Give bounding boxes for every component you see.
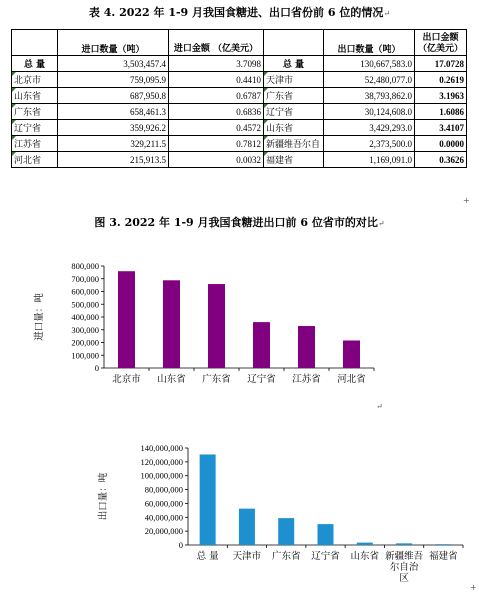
y-axis-label: 进口量：吨 [34,293,45,341]
y-tick-label: 120,000,000 [140,456,183,467]
bar [357,543,373,545]
y-tick-label: 140,000,000 [140,443,183,453]
sugar-trade-table [11,29,467,168]
x-tick-label: 尔自治 [389,562,419,573]
export-province-cell: 广东省 [264,88,324,104]
import-qty-cell: 759,095.9 [58,72,169,88]
export-province-cell: 山东省 [264,120,324,136]
paragraph-mark-icon: ↵ [383,9,391,18]
import-amount-cell: 3.7098 [169,56,264,72]
y-axis-label: 出口量：吨 [98,472,109,521]
export-amount-cell: 17.0728 [415,56,467,72]
bar [118,271,135,368]
y-tick-label: 300,000 [71,324,99,335]
import-bar-chart [0,250,479,430]
import-qty-cell: 359,926.2 [58,120,169,136]
bar [278,518,294,545]
export-qty-cell: 52,480,077.0 [324,72,415,88]
bar [253,322,270,368]
import-province-cell: 总 量 [12,56,58,72]
import-amount-cell: 0.6836 [169,104,264,120]
x-tick-label: 广东省 [202,374,231,385]
table-row [12,104,467,120]
paragraph-mark-icon: ↵ [377,219,385,228]
export-qty-cell: 130,667,583.0 [324,56,415,72]
export-bar-chart [0,430,479,600]
table-row [12,136,467,152]
header-blank-export [264,30,324,56]
export-qty-cell: 1,169,091.0 [324,152,415,168]
import-province-cell: 山东省 [12,88,58,104]
y-tick-label: 200,000 [71,337,99,348]
figure-title-text: 图 3. 2022 年 1-9 月我国食糖进出口前 6 位省市的对比 [94,216,378,229]
y-tick-label: 700,000 [71,273,99,284]
y-tick-label: 40,000,000 [144,512,183,523]
import-qty-cell: 215,913.5 [58,152,169,168]
y-tick-label: 100,000 [71,350,99,361]
x-tick-label: 江苏省 [292,374,321,385]
export-province-cell: 福建省 [264,152,324,168]
table-header-row [12,30,467,56]
export-amount-cell: 1.6086 [415,104,467,120]
x-tick-label: 北京市 [112,374,141,385]
import-province-cell: 河北省 [12,152,58,168]
cell-mark-icon: + [463,196,470,205]
table-row [12,120,467,136]
import-amount-cell: 0.7812 [169,136,264,152]
bar [435,544,451,545]
table-row [12,152,467,168]
table-row [12,88,467,104]
y-tick-label: 600,000 [71,286,99,297]
y-tick-label: 0 [94,363,99,373]
export-amount-cell: 3.4107 [415,120,467,136]
bar [396,543,412,545]
import-amount-cell: 0.4572 [169,120,264,136]
import-province-cell: 江苏省 [12,136,58,152]
import-province-cell: 辽宁省 [12,120,58,136]
x-tick-label: 山东省 [350,551,380,562]
y-tick-label: 20,000,000 [144,526,183,537]
paragraph-mark-icon: ↵ [376,402,383,411]
header-import-qty: 进口数量（吨） [58,30,169,56]
export-province-cell: 天津市 [264,72,324,88]
export-province-cell: 新疆维吾尔自 [264,136,324,152]
export-qty-cell: 2,373,500.0 [324,136,415,152]
export-amount-cell: 0.0000 [415,136,467,152]
x-tick-label: 辽宁省 [247,374,276,385]
x-tick-label: 福建省 [429,551,458,562]
export-province-cell: 总 量 [264,56,324,72]
bar [298,326,315,368]
table-title [0,6,479,21]
import-amount-cell: 0.6787 [169,88,264,104]
bar [208,284,225,368]
y-tick-label: 500,000 [71,299,99,310]
y-tick-label: 80,000,000 [144,484,183,495]
export-qty-cell: 38,793,862.0 [324,88,415,104]
header-export-amount: 出口金额（亿美元） [415,30,467,56]
bar [343,340,360,368]
import-province-cell: 北京市 [12,72,58,88]
x-tick-label: 天津市 [232,551,262,562]
y-tick-label: 100,000,000 [140,470,183,481]
bar [239,509,255,545]
export-qty-cell: 30,124,608.0 [324,104,415,120]
header-blank-import [12,30,58,56]
export-province-cell: 辽宁省 [264,104,324,120]
x-tick-label: 总 量 [196,551,219,562]
export-qty-cell: 3,429,293.0 [324,120,415,136]
export-amount-cell: 3.1963 [415,88,467,104]
figure-title [0,216,479,231]
table-title-text: 表 4. 2022 年 1-9 月我国食糖进、出口省份前 6 位的情况 [88,6,384,19]
y-tick-label: 400,000 [71,312,99,322]
x-tick-label: 山东省 [157,374,186,385]
header-import-amount: 进口金额 （亿美元） [169,30,264,56]
cell-mark-icon: + [470,583,477,592]
import-province-cell: 广东省 [12,104,58,120]
x-tick-label: 辽宁省 [311,551,340,562]
bar [318,524,334,545]
x-tick-label: 新疆维吾 [385,551,424,562]
table-row [12,56,467,72]
y-tick-label: 60,000,000 [144,498,183,509]
import-qty-cell: 329,211.5 [58,136,169,152]
export-amount-cell: 0.2619 [415,72,467,88]
import-amount-cell: 0.0032 [169,152,264,168]
x-tick-label: 河北省 [337,374,366,385]
import-amount-cell: 0.4410 [169,72,264,88]
import-qty-cell: 687,950.8 [58,88,169,104]
bar [200,454,216,545]
bar [163,280,180,368]
export-amount-cell: 0.3626 [415,152,467,168]
x-tick-label: 区 [399,573,409,584]
import-qty-cell: 3,503,457.4 [58,56,169,72]
y-tick-label: 0 [178,540,183,550]
table-row [12,72,467,88]
x-tick-label: 广东省 [271,551,301,562]
import-qty-cell: 658,461.3 [58,104,169,120]
header-export-qty: 出口数量（吨） [324,30,415,56]
y-tick-label: 800,000 [71,261,99,271]
